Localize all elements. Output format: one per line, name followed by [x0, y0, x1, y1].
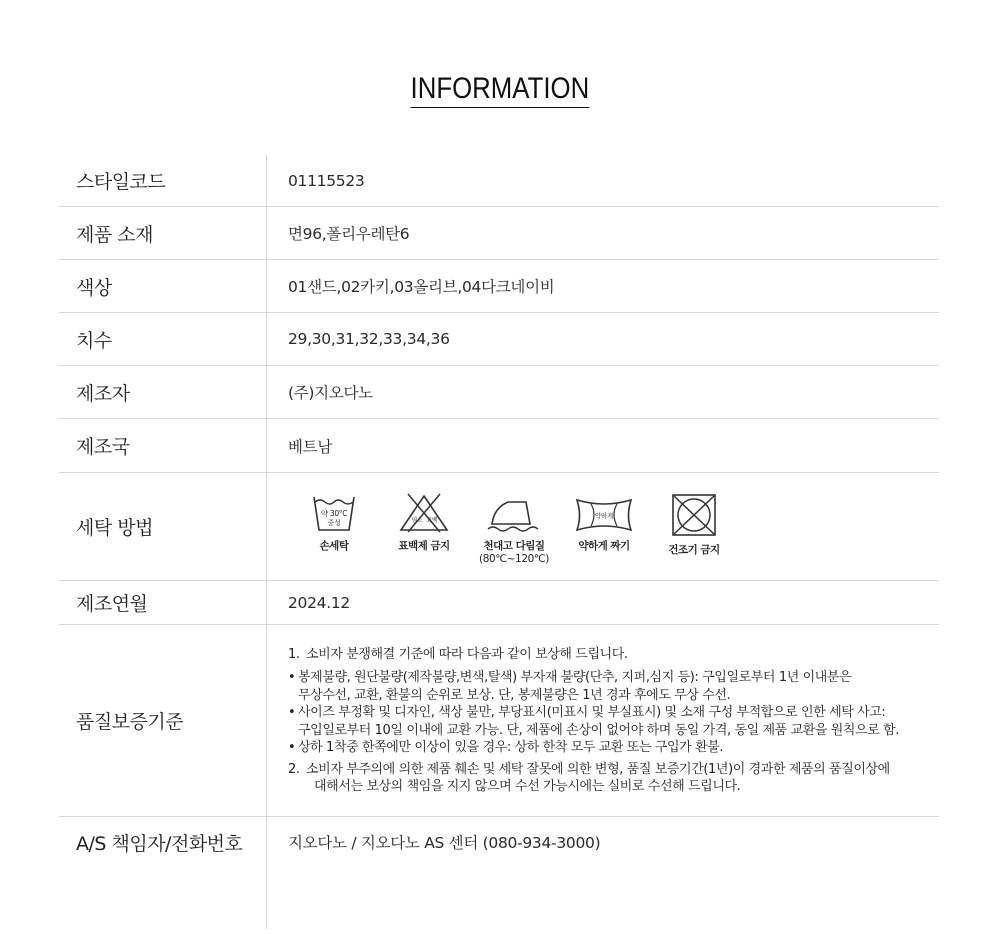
country-label: 제조국 [76, 436, 130, 458]
row-material [59, 207, 939, 260]
gentle-wring-text: 약하게 [595, 512, 613, 520]
hand-wash-30c-icon [311, 492, 357, 534]
no-bleach-icon [397, 492, 451, 534]
care-item-gentle-wring [558, 492, 650, 553]
quality-item-1-text: 소비자 분쟁해결 기준에 따라 다음과 같이 보상해 드립니다. [306, 646, 628, 662]
no-bleach-chlorine-text: 염소 [411, 517, 423, 524]
row-date [59, 581, 939, 625]
hand-wash-temp-text: 약 30°C [320, 509, 348, 518]
country-value: 베트남 [288, 437, 333, 456]
hand-wash-neutral-text: 중성 [327, 519, 341, 527]
material-value: 면96,폴리우레탄6 [288, 225, 410, 243]
page-title: INFORMATION [411, 72, 590, 108]
iron-temp-range: (80℃~120℃) [479, 553, 549, 565]
quality-item-2-line: 소비자 부주의에 의한 제품 훼손 및 세탁 잘못에 의한 변형, 품질 보증기간(1년)이 경과한 제품의 품질이상에 [306, 761, 890, 777]
quality-item-2-line: 대해서는 보상의 책임을 지지 않으며 수선 가능시에는 실비로 수선해 드립니다. [314, 779, 741, 794]
date-value: 2024.12 [288, 593, 350, 612]
no-bleach-caption: 표백제 금지 [398, 540, 450, 552]
care-item-no-bleach [378, 492, 470, 553]
bullet-dot: • [288, 740, 296, 755]
info-table [59, 155, 939, 867]
as-value: 지오다노 / 지오다노 AS 센터 (080-934-3000) [288, 834, 601, 852]
material-label: 제품 소재 [76, 223, 153, 246]
row-washing [59, 473, 939, 581]
quality-bullet [288, 704, 939, 739]
care-icons [288, 492, 939, 565]
quality-item-1-num: 1. [288, 646, 300, 662]
bullet-line: 상하 1착중 한쪽에만 이상이 있을 경우: 상하 한착 모두 교환 또는 구입가 환불. [298, 740, 724, 755]
hand-wash-caption: 손세탁 [319, 540, 349, 552]
row-style-code [59, 155, 939, 207]
no-tumble-dry-icon [670, 492, 718, 538]
bullet-dot: • [288, 705, 296, 720]
row-quality [59, 625, 939, 817]
color-value: 01샌드,02카키,03올리브,04다크네이비 [288, 278, 555, 296]
bullet-dot: • [288, 670, 296, 685]
care-item-hand-wash [288, 492, 380, 553]
bullet-line: 무상수선, 교환, 환불의 순위로 보상. 단, 봉제불량은 1년 경과 후에도 무상 수선. [298, 687, 731, 703]
style-code-label: 스타일코드 [76, 171, 166, 193]
size-value: 29,30,31,32,33,34,36 [288, 330, 450, 348]
row-country [59, 419, 939, 473]
gentle-wring-caption: 약하게 짜기 [578, 540, 630, 552]
iron-with-cloth-icon [484, 492, 544, 534]
row-size [59, 313, 939, 366]
row-maker [59, 366, 939, 419]
row-color [59, 260, 939, 313]
maker-value: (주)지오다노 [288, 384, 373, 402]
maker-label: 제조자 [76, 382, 130, 405]
bullet-line: 구입일로부터 10일 이내에 교환 가능. 단, 제품에 손상이 없어야 하며 동일 가격, 동일 제품 교환을 원칙으로 함. [298, 722, 900, 738]
title-wrap [0, 72, 1000, 108]
no-dryer-caption: 건조기 금지 [668, 544, 720, 556]
size-label: 치수 [76, 329, 112, 352]
quality-bullet [288, 669, 939, 704]
date-label: 제조연월 [76, 593, 148, 615]
bullet-line: 봉제불량, 원단불량(제작불량,변색,탈색) 부자재 불량(단추, 지퍼,심지 등): 구입일로부터 1년 이내분은 [298, 670, 852, 685]
quality-item-2-num: 2. [288, 761, 300, 777]
row-as [59, 817, 939, 867]
washing-value [267, 488, 939, 565]
washing-label: 세탁 방법 [76, 517, 153, 539]
iron-caption: 천대고 다림질 [483, 540, 545, 552]
as-label: A/S 책임자/전화번호 [76, 832, 243, 855]
quality-bullet [288, 739, 939, 757]
color-label: 색상 [76, 276, 112, 299]
style-code-value: 01115523 [288, 171, 365, 190]
quality-item-1 [288, 646, 939, 664]
quality-value [267, 646, 939, 796]
no-bleach-bleach-text: 표백 [426, 517, 438, 524]
quality-bullets [288, 669, 939, 757]
gentle-wring-icon [573, 492, 635, 534]
care-item-iron [468, 492, 560, 565]
care-item-no-dryer [648, 492, 740, 557]
bullet-line: 사이즈 부정확 및 디자인, 색상 불만, 부당표시(미표시 및 부실표시) 및 소재 구성 부적합으로 인한 세탁 사고: [298, 705, 886, 720]
quality-label: 품질보증기준 [76, 711, 184, 733]
quality-item-2 [288, 761, 939, 796]
